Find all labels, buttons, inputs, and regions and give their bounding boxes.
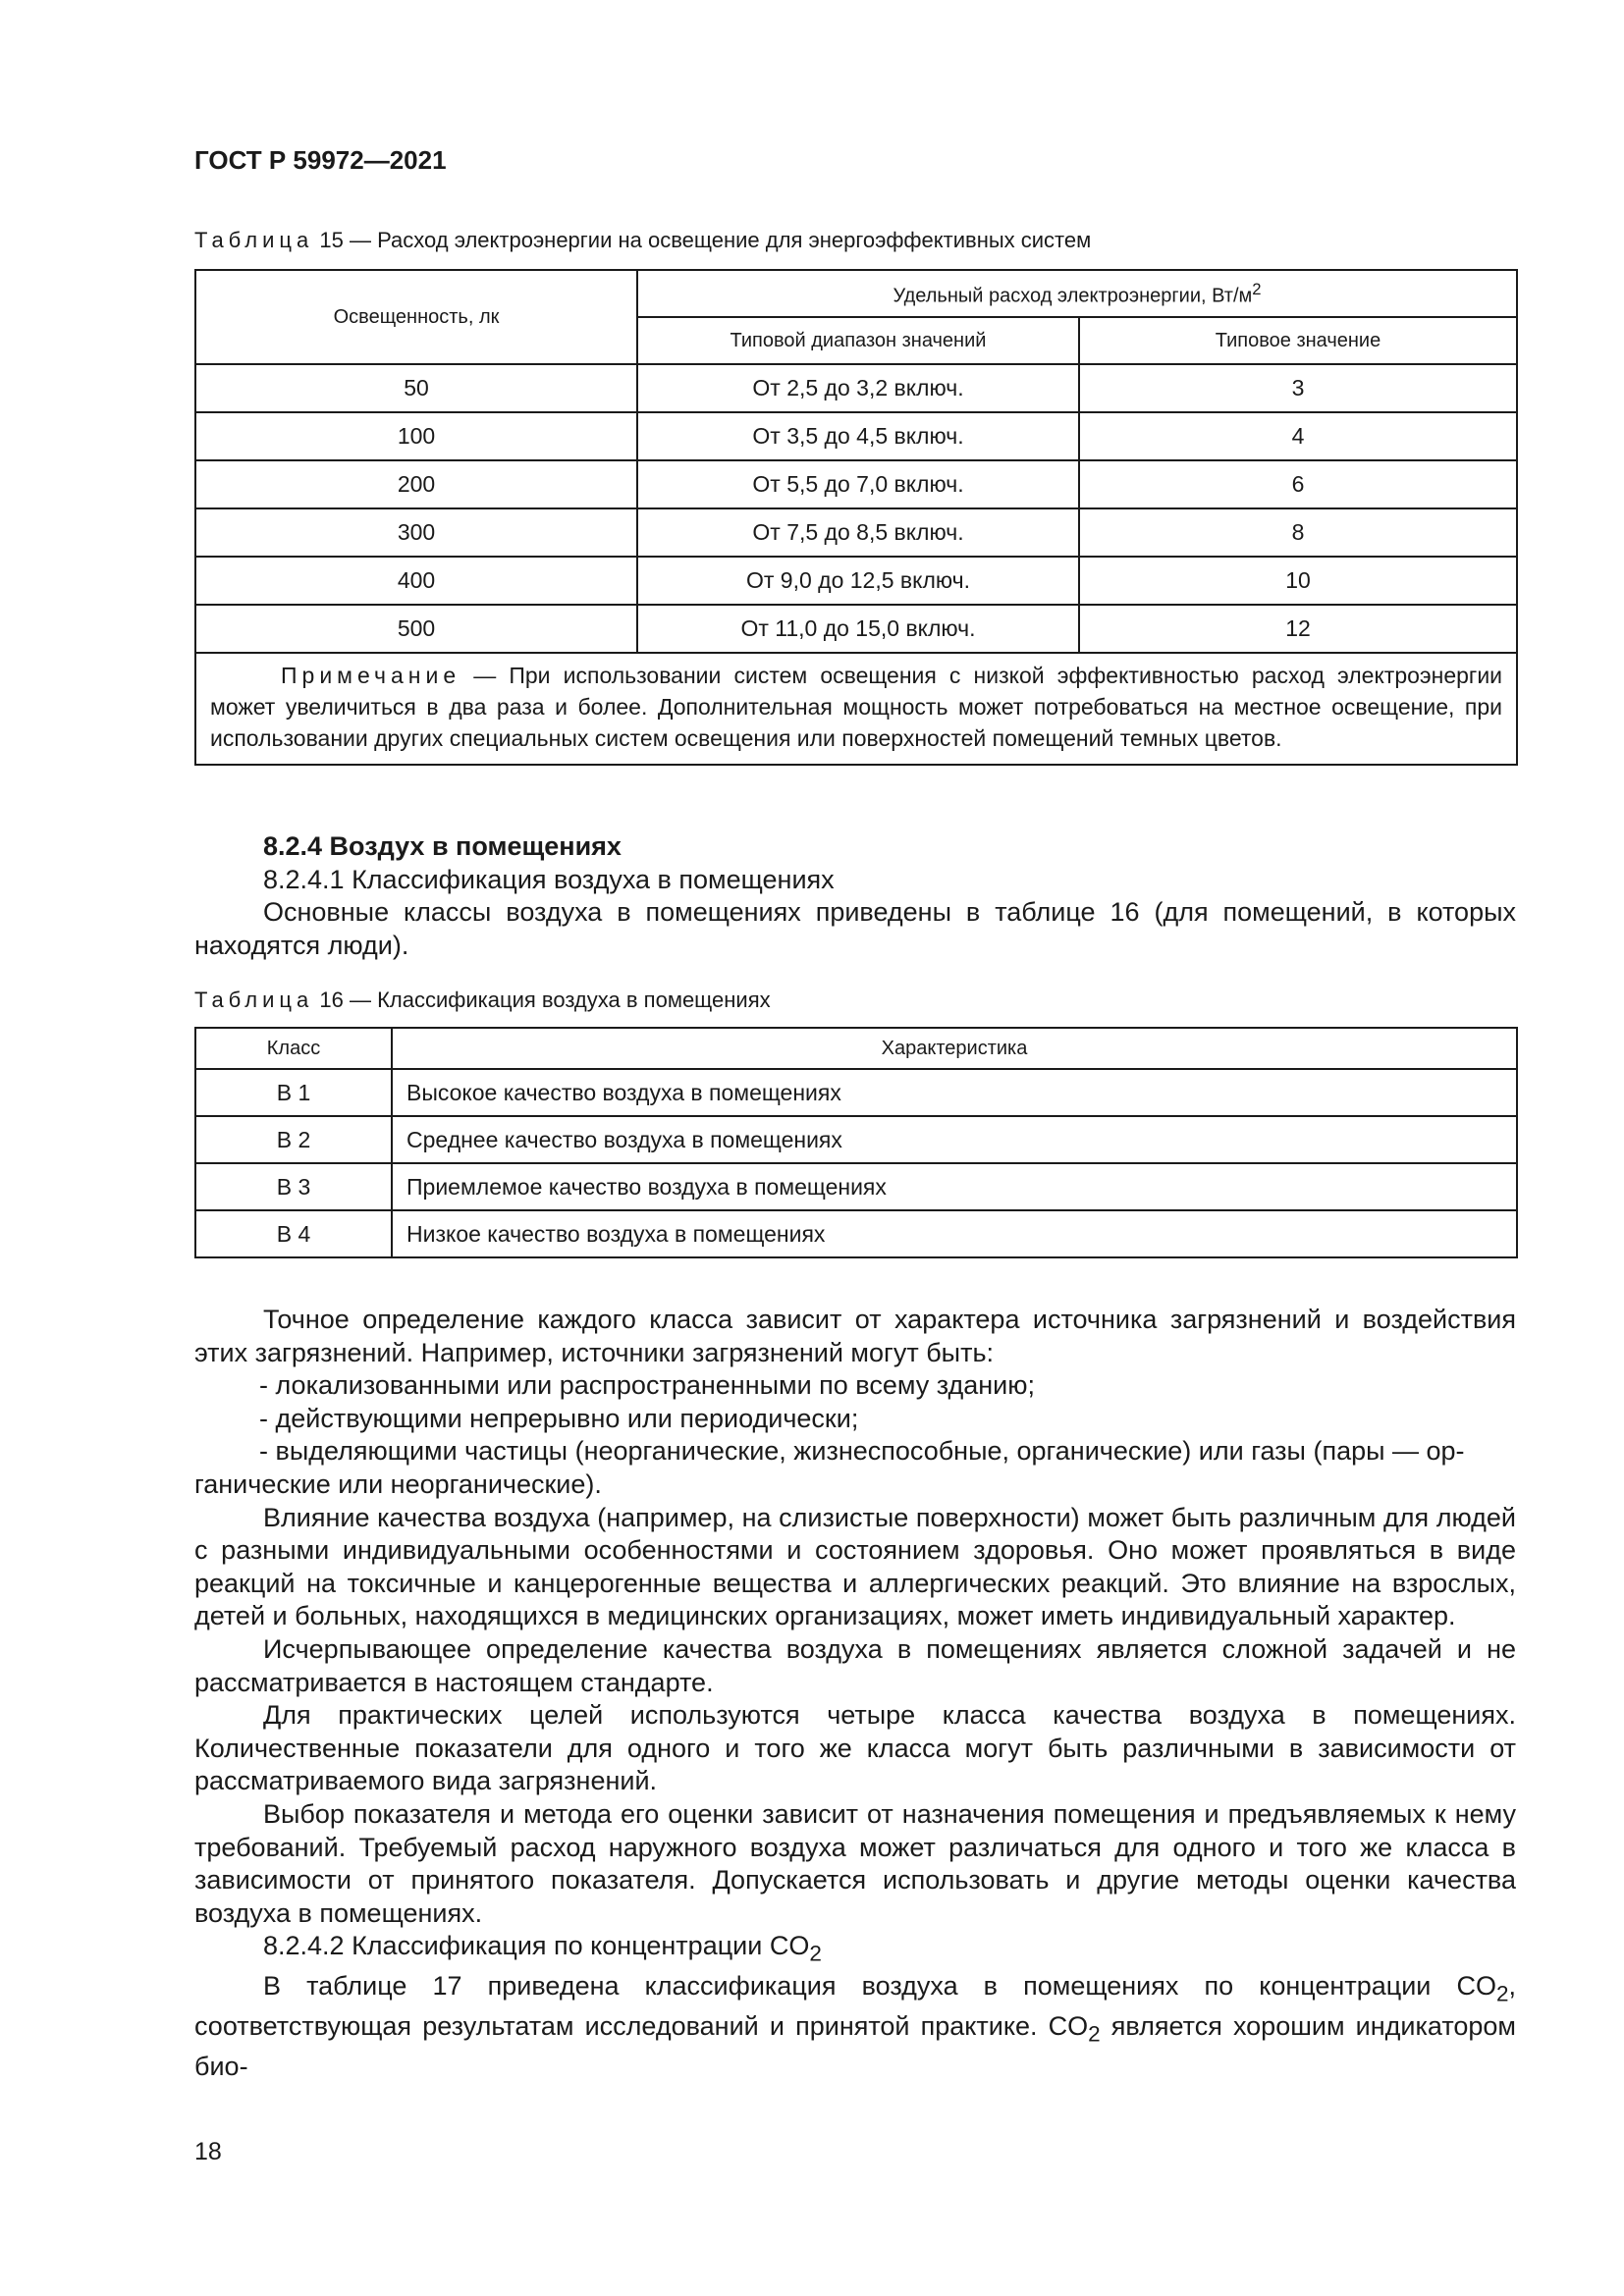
table15-header-group-sup: 2 [1252,279,1262,298]
table15-header-group [637,270,1517,317]
subsection-heading-text: 8.2.4.2 Классификация по концентрации CO [263,1931,810,1961]
document-code: ГОСТ Р 59972—2021 [194,145,447,175]
table15-header-illuminance: Освещенность, лк [195,270,637,364]
table15-caption-label: Таблица [194,228,314,252]
section-subheading: 8.2.4.1 Классификация воздуха в помещениях [263,864,835,894]
table15-caption-title: 15 — Расход электроэнергии на освещение для энергоэффективных систем [313,228,1092,252]
table15-cell-typical: 3 [1079,364,1517,412]
table16-header-characteristic: Характеристика [392,1028,1517,1069]
table-row [195,508,1517,557]
table15-cell-range: От 2,5 до 3,2 включ. [637,364,1079,412]
table-row [195,364,1517,412]
table15-header-range: Типовой диапазон значений [637,317,1079,364]
table16-cell-class: В 2 [195,1116,392,1163]
table15-cell-typical: 10 [1079,557,1517,605]
table15-cell-range: От 9,0 до 12,5 включ. [637,557,1079,605]
p6-sub-2: 2 [1088,2021,1101,2047]
table-row [195,557,1517,605]
section-intro [194,830,1516,962]
body-paragraph: Точное определение каждого класса зависит от характера источника загрязнений и воздействия этих загрязнений. Например, источники загрязнений могут быть: [194,1305,1516,1367]
table-row [195,460,1517,508]
table15-cell-lux: 200 [195,460,637,508]
p6-part-a: В таблице 17 приведена классификация воздуха в помещениях по концентрации CO [263,1971,1496,2002]
table-row [195,1163,1517,1210]
table15-cell-lux: 400 [195,557,637,605]
table15-cell-typical: 12 [1079,605,1517,653]
table16-cell-class: В 1 [195,1069,392,1116]
body-text [194,1304,1516,2084]
p6-part-b: , соответствующая результатам исследований и принятой практике. CO [194,1971,1516,2042]
table15-cell-lux: 100 [195,412,637,460]
body-paragraph: Выбор показателя и метода его оценки зависит от назначения помещения и предъявляемых к нему требований. Требуемый расход наружного воздуха может различаться для одного и того же класса в зависимости от принятого показателя. Допускается использовать и другие методы оценки качества воздуха в помещениях. [194,1798,1516,1928]
table-row [195,1210,1517,1257]
table16-cell-class: В 3 [195,1163,392,1210]
list-item: - локализованными или распространенными по всему зданию; [259,1370,1036,1401]
list-item-continuation: ганические или неорганические). [194,1468,602,1499]
body-paragraph: Влияние качества воздуха (например, на слизистые поверхности) может быть различным для людей с разными индивидуальными особенностями и состоянием здоровья. Оно может проявляться в виде реакций на токсичные и канцерогенные вещества и аллергических реакций. Это влияние на взрослых, детей и больных, находящихся в медицинских организациях, может иметь индивидуальный характер. [194,1502,1516,1631]
table16-cell-characteristic: Приемлемое качество воздуха в помещениях [392,1163,1517,1210]
table15-cell-range: От 5,5 до 7,0 включ. [637,460,1079,508]
table16-header-class: Класс [195,1028,392,1069]
subsection-heading [194,1930,1516,1970]
table15-header-typical: Типовое значение [1079,317,1517,364]
table15-cell-lux: 500 [195,605,637,653]
table16-cell-characteristic: Среднее качество воздуха в помещениях [392,1116,1517,1163]
table15-caption [194,228,1091,253]
subsection-heading-sub: 2 [809,1941,822,1966]
page-number: 18 [194,2138,222,2165]
table-row [195,605,1517,653]
body-paragraph: Для практических целей используются четыре класса качества воздуха в помещениях. Количественные показатели для одного и того же класса могут быть различными в зависимости от рассматриваемого вида загрязнений. [194,1700,1516,1796]
table15-note [195,653,1517,765]
section-intro-paragraph: Основные классы воздуха в помещениях приведены в таблице 16 (для помещений, в которых находятся люди). [194,897,1516,960]
table15-cell-range: От 7,5 до 8,5 включ. [637,508,1079,557]
table15-cell-range: От 11,0 до 15,0 включ. [637,605,1079,653]
table15-cell-typical: 8 [1079,508,1517,557]
table15-cell-range: От 3,5 до 4,5 включ. [637,412,1079,460]
list-item: - выделяющими частицы (неорганические, жизнеспособные, органические) или газы (пары — ор- [259,1436,1465,1467]
table16-caption-label: Таблица [194,988,314,1012]
table15-cell-lux: 50 [195,364,637,412]
table16-caption-title: 16 — Классификация воздуха в помещениях [313,988,771,1012]
table15 [194,269,1518,766]
table15-cell-lux: 300 [195,508,637,557]
list-item: - действующими непрерывно или периодически; [259,1403,859,1433]
table-row [195,1116,1517,1163]
body-paragraph: Исчерпывающее определение качества воздуха в помещениях является сложной задачей и не рассматривается в настоящем стандарте. [194,1633,1516,1697]
table15-note-label: Примечание [281,663,461,688]
table15-cell-typical: 4 [1079,412,1517,460]
table16-cell-characteristic: Высокое качество воздуха в помещениях [392,1069,1517,1116]
p6-part-c: является хорошим индикатором био- [194,2011,1516,2082]
table-row [195,1069,1517,1116]
section-heading: 8.2.4 Воздух в помещениях [263,831,622,861]
body-paragraph [194,1970,1516,2084]
table16-caption [194,988,771,1013]
table16-cell-class: В 4 [195,1210,392,1257]
table16 [194,1027,1518,1258]
table15-note-text: — При использовании систем освещения с низкой эффективностью расход электроэнергии может увеличиться в два раза и более. Дополнительная мощность может потребоваться на местное освещение, при использовании других специальных систем освещения или поверхностей помещений темных цветов. [210,663,1503,751]
table15-header-group-text: Удельный расход электроэнергии, Вт/м [893,285,1253,307]
p6-sub-1: 2 [1495,1981,1509,2006]
table16-cell-characteristic: Низкое качество воздуха в помещениях [392,1210,1517,1257]
table-row [195,412,1517,460]
table15-cell-typical: 6 [1079,460,1517,508]
